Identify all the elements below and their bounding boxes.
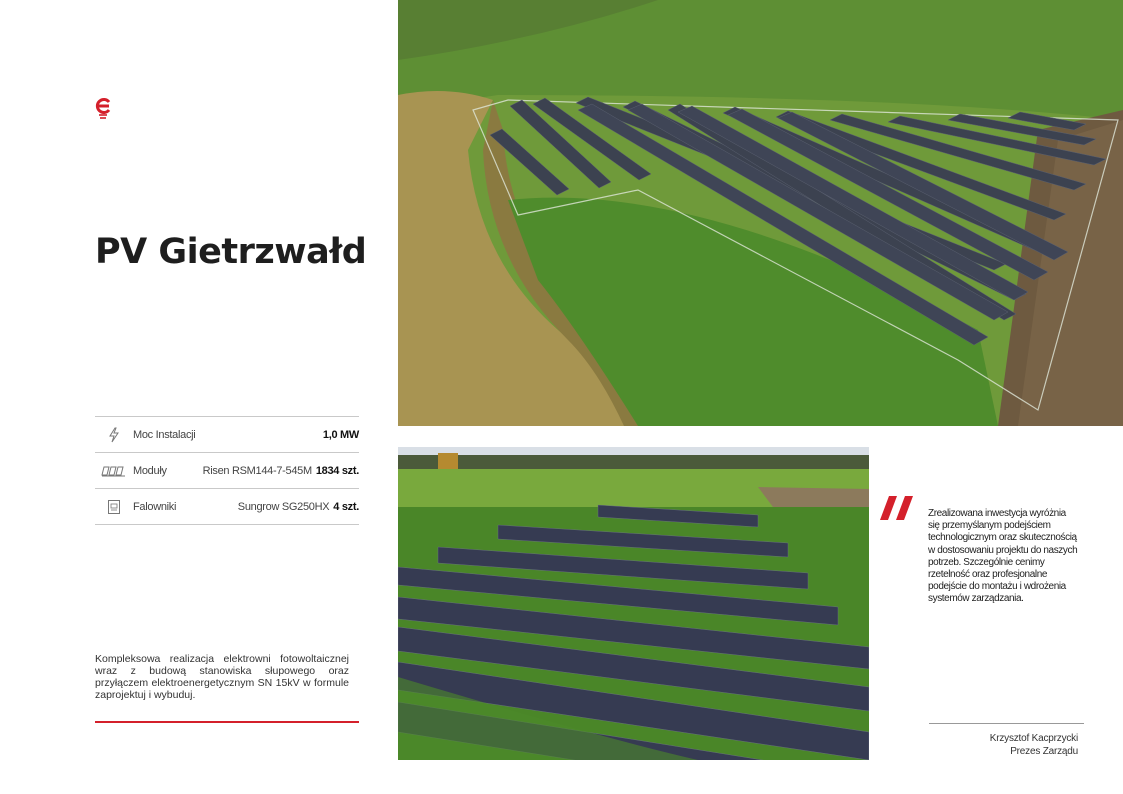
ground-photo-solar-farm (398, 447, 869, 760)
quote-author-role: Prezes Zarządu (1010, 746, 1078, 757)
accent-divider (95, 721, 359, 723)
spec-value (319, 429, 359, 441)
project-description: Kompleksowa realizacja elektrowni fotowoltaicznej wraz z budową stanowiska słupowego oraz przyłączem elektroenergetycznym SN 15kV w formule zaprojektuj i wybuduj. (95, 653, 349, 701)
spec-value-bold: 4 szt. (333, 500, 359, 513)
quote-author: Krzysztof Kacprzycki (989, 733, 1078, 744)
inverter-icon (95, 499, 133, 515)
solar-panels-icon (95, 465, 133, 477)
lightning-icon (95, 427, 133, 443)
spec-label: Moc Instalacji (133, 428, 196, 441)
signature-divider (929, 723, 1084, 724)
spec-row-power (95, 417, 359, 453)
spec-value-bold: 1,0 MW (322, 428, 359, 441)
bulb-e-logo-icon (94, 95, 112, 121)
spec-value-bold: 1834 szt. (315, 464, 359, 477)
page-title: PV Gietrzwałd (95, 232, 367, 272)
spec-row-modules (95, 453, 359, 489)
spec-value: Risen RSM144-7-545M 1834 szt. (202, 464, 359, 477)
specs-table (95, 416, 359, 525)
spec-row-inverters (95, 489, 359, 525)
quote-mark-icon (880, 494, 916, 522)
spec-value: Sungrow SG250HX 4 szt. (237, 500, 359, 513)
aerial-photo-solar-farm (398, 0, 1123, 426)
spec-label: Moduły (133, 464, 167, 477)
spec-label: Falowniki (133, 500, 177, 513)
testimonial-quote: Zrealizowana inwestycja wyróżnia się przemyślanym podejściem technologicznym oraz skutecznością w dostosowaniu projektu do naszych potrzeb. Szczególnie cenimy rzetelność oraz profesjonalne podejście do montażu i wdrożenia systemów zarządzania. (928, 508, 1078, 605)
